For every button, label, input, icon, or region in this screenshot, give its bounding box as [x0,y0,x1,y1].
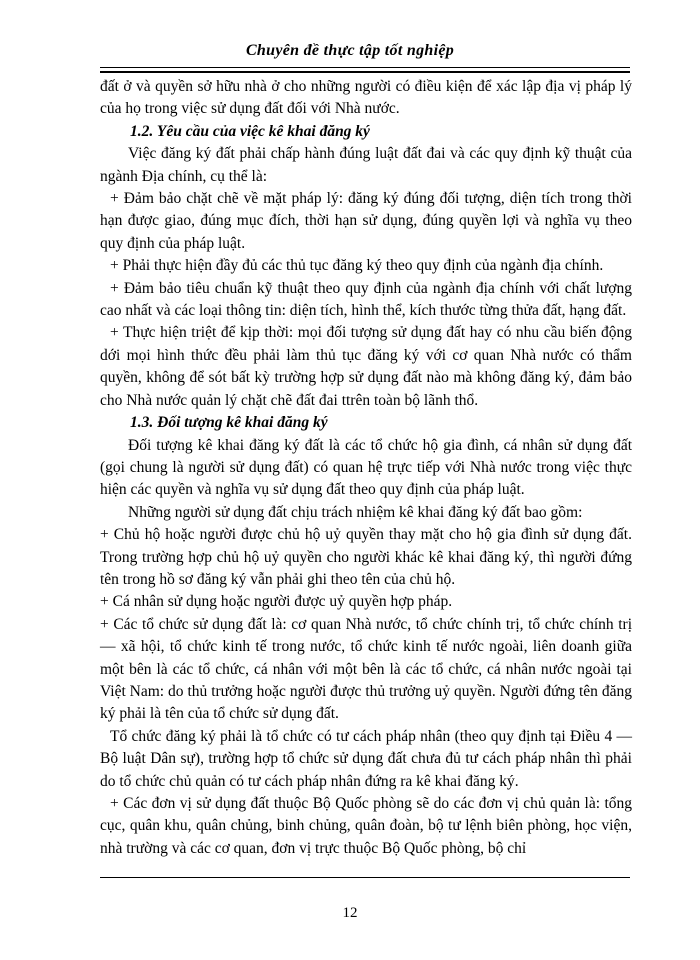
bullet-paragraph: + Các tổ chức sử dụng đất là: cơ quan Nhà nước, tổ chức chính trị, tổ chức chính trị — xã hội, tổ chức kinh tế trong nước, tổ chức kinh tế nước ngoài, liên doanh giữa một bên là các tổ chức, cá nhân với một bên là các tổ chức, cá nhân nước ngoài tại Việt Nam: do thủ trưởng hoặc người được thủ trưởng uỷ quyền. Người đứng tên đăng ký phải là tên của tổ chức sử dụng đất. [100,615,632,723]
document-body [100,76,632,860]
bullet-paragraph: + Các đơn vị sử dụng đất thuộc Bộ Quốc phòng sẽ do các đơn vị chủ quản là: tổng cục, quân khu, quân chủng, binh chủng, quân đoàn, bộ tư lệnh biên phòng, học viện, nhà trường và các cơ quan, đơn vị trực thuộc Bộ Quốc phòng, bộ chỉ [100,795,632,857]
footer-rule [100,877,630,878]
bullet-paragraph: + Đảm bảo tiêu chuẩn kỹ thuật theo quy định của ngành địa chính với chất lượng cao nhất và các loại thông tin: diện tích, hình thể, kích thước từng thửa đất, hạng đất. [100,279,632,320]
paragraph: Đối tượng kê khai đăng ký đất là các tổ chức hộ gia đình, cá nhân sử dụng đất (gọi chung là người sử dụng đất) có quan hệ trực tiếp với Nhà nước trong việc thực hiện các quyền và nghĩa vụ sử dụng đất theo quy định của pháp luật. [100,436,632,499]
paragraph: đất ở và quyền sở hữu nhà ở cho những người có điều kiện để xác lập địa vị pháp lý của họ trong việc sử dụng đất đối với Nhà nước. [100,78,632,118]
bullet-paragraph: + Phải thực hiện đầy đủ các thủ tục đăng ký theo quy định của ngành địa chính. [110,257,604,275]
header-rule-thin [100,67,630,68]
bullet-paragraph: + Thực hiện triệt để kịp thời: mọi đối tượng sử dụng đất hay có nhu cầu biến động dới mọi hình thức đều phải làm thủ tục đăng ký với cơ quan Nhà nước có thẩm quyền, không để sót bất kỳ trường hợp sử dụng đất nào mà không đăng ký, đảm bảo cho Nhà nước quản lý chặt chẽ đất đai ttrên toàn bộ lãnh thổ. [100,324,632,409]
section-heading-1-3: 1.3. Đối tượng kê khai đăng ký [130,414,328,432]
page-number: 12 [342,905,358,921]
bullet-paragraph: + Chủ hộ hoặc người được chủ hộ uỷ quyền thay mặt cho hộ gia đình sử dụng đất. Trong trường hợp chủ hộ uỷ quyền cho người khác kê khai đăng ký, thì người đứng tên trong hồ sơ đăng ký vẫn phải ghi theo tên của chủ hộ. [100,526,632,588]
page-header-title: Chuyên đề thực tập tốt nghiệp [245,42,455,59]
section-heading-1-2: 1.2. Yêu cầu của việc kê khai đăng ký [130,122,370,140]
header-rule-thick [100,71,630,73]
paragraph: Những người sử dụng đất chịu trách nhiệm kê khai đăng ký đất bao gồm: [128,503,583,521]
paragraph: Việc đăng ký đất phải chấp hành đúng luật đất đai và các quy định kỹ thuật của ngành Địa chính, cụ thể là: [100,145,632,185]
paragraph: Tổ chức đăng ký phải là tổ chức có tư cách pháp nhân (theo quy định tại Điều 4 — Bộ luật Dân sự), trường hợp tổ chức sử dụng đất chưa đủ tư cách pháp nhân thì phải do tổ chức chủ quản có tư cách pháp nhân đứng ra kê khai đăng ký. [100,727,632,790]
bullet-paragraph: + Cá nhân sử dụng hoặc người được uỷ quyền hợp pháp. [100,593,453,611]
bullet-paragraph: + Đảm bảo chặt chẽ về mặt pháp lý: đăng ký đúng đối tượng, diện tích trong thời hạn được giao, đúng mục đích, thời hạn sử dụng, đúng quyền lợi và nghĩa vụ theo quy định của pháp luật. [100,190,632,252]
